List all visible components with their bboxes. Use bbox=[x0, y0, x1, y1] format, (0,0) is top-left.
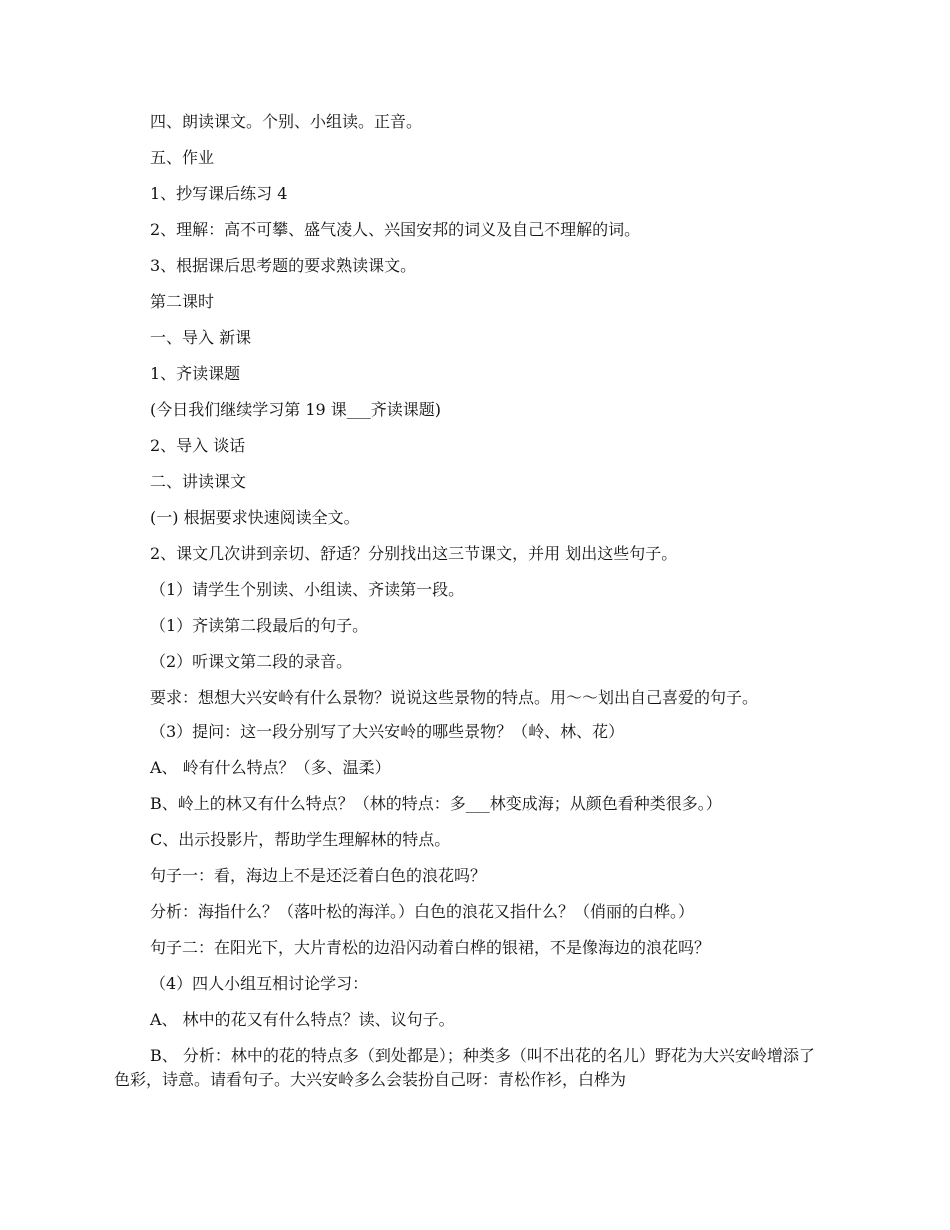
lecture-item-2: 2、课文几次讲到亲切、舒适？分别找出这三节课文，并用 划出这些句子。 bbox=[150, 544, 678, 563]
lecture-step-1: (一) 根据要求快速阅读全文。 bbox=[150, 508, 360, 527]
sentence-one: 句子一：看，海边上不是还泛着白色的浪花吗？ bbox=[150, 866, 487, 885]
analysis-one: 分析：海指什么？（落叶松的海洋。）白色的浪花又指什么？（俏丽的白桦。） bbox=[150, 902, 695, 921]
lecture-subitem-2: （2）听课文第二段的录音。 bbox=[150, 652, 353, 671]
intro-item-1: 1、齐读课题 bbox=[150, 364, 241, 383]
lecture-subitem-4: （4）四人小组互相讨论学习： bbox=[150, 974, 369, 993]
lecture-subitem-1b: （1）齐读第二段最后的句子。 bbox=[150, 616, 369, 635]
point-b-forest: B、岭上的林又有什么特点？（林的特点：多___林变成海；从颜色看种类很多。） bbox=[150, 794, 722, 813]
point-c-slide: C、出示投影片，帮助学生理解林的特点。 bbox=[150, 830, 451, 849]
section-heading-read-aloud: 四、朗读课文。个别、小组读。正音。 bbox=[150, 112, 423, 131]
intro-item-2: 2、导入 谈话 bbox=[150, 436, 246, 455]
lecture-subitem-1a: （1）请学生个别读、小组读、齐读第一段。 bbox=[150, 580, 465, 599]
section-heading-intro: 一、导入 新课 bbox=[150, 328, 252, 347]
point-b-analysis: B、 分析：林中的花的特点多（到处都是）；种类多（叫不出花的名儿）野花为大兴安岭增添了色彩，诗意。请看句子。大兴安岭多么会装扮自己呀：青松作衫，白桦为 bbox=[114, 1046, 815, 1089]
homework-item-3: 3、根据课后思考题的要求熟读课文。 bbox=[150, 256, 417, 275]
section-heading-homework: 五、作业 bbox=[150, 148, 215, 167]
point-a-ridge: A、 岭有什么特点？（多、温柔） bbox=[150, 758, 391, 777]
homework-item-1: 1、抄写课后练习 4 bbox=[150, 184, 288, 203]
homework-item-2: 2、理解：高不可攀、盛气凌人、兴国安邦的词义及自己不理解的词。 bbox=[150, 220, 641, 239]
lesson-heading-second: 第二课时 bbox=[150, 292, 215, 311]
document-body bbox=[114, 110, 826, 1102]
sentence-two: 句子二：在阳光下，大片青松的边沿闪动着白桦的银裙，不是像海边的浪花吗？ bbox=[150, 938, 711, 957]
intro-note: (今日我们继续学习第 19 课___齐读课题) bbox=[150, 400, 442, 419]
point-a-flowers: A、 林中的花又有什么特点？读、议句子。 bbox=[150, 1010, 455, 1029]
section-heading-lecture: 二、讲读课文 bbox=[150, 472, 247, 491]
requirement-paragraph: 要求：想想大兴安岭有什么景物？说说这些景物的特点。用～～划出自己喜爱的句子。 bbox=[150, 688, 759, 707]
lecture-subitem-3: （3）提问：这一段分别写了大兴安岭的哪些景物？（岭、林、花） bbox=[150, 722, 625, 741]
